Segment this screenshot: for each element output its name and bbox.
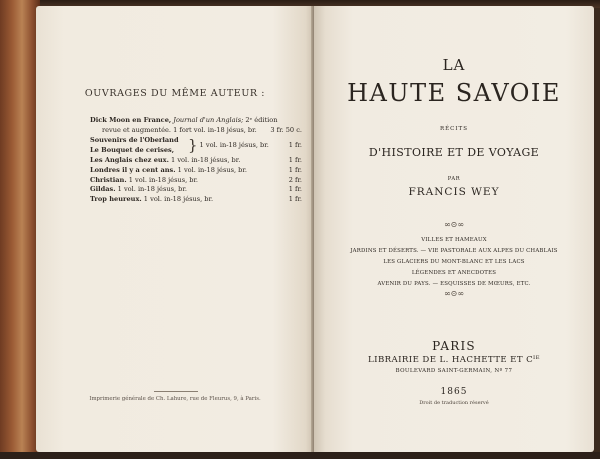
work-price: 1 fr.	[288, 194, 302, 203]
section-line: JARDINS ET DÉSERTS. — VIE PASTORALE AUX ALPES DU CHABLAIS	[350, 248, 558, 254]
work-christian	[90, 176, 302, 186]
work-anglais	[90, 156, 302, 166]
work-group-oberland-cerises	[90, 136, 302, 155]
book-title: HAUTE SAVOIE	[347, 79, 561, 107]
par-label: PAR	[447, 176, 461, 182]
work-title: Trop heureux.	[90, 194, 142, 203]
printer-divider	[154, 391, 198, 392]
brace-symbol: }	[188, 136, 198, 155]
work-format: 1 vol. in-18 jésus, br.	[171, 156, 241, 165]
works-heading: OUVRAGES DU MÊME AUTEUR :	[84, 88, 266, 99]
book-cover-edge	[0, 0, 40, 459]
book-subtitle: D'HISTOIRE ET DE VOYAGE	[368, 146, 540, 159]
work-title: Gildas.	[90, 185, 116, 194]
section-line: LÉGENDES ET ANECDOTES	[411, 270, 497, 276]
work-format: 1 vol. in-18 jésus, br.	[117, 185, 187, 194]
work-title: Londres il y a cent ans.	[90, 165, 176, 174]
work-format: 1 vol. in-18 jésus, br.	[177, 165, 247, 174]
work-title: Le Bouquet de cerises,	[90, 145, 175, 154]
left-page	[36, 6, 314, 452]
work-title: Dick Moon en France,	[90, 116, 172, 124]
printer-imprint: Imprimerie générale de Ch. Lahure, rue de Fleurus, 9, à Paris.	[89, 396, 261, 402]
work-title: Christian.	[90, 175, 127, 184]
work-trop-heureux	[90, 195, 302, 205]
publication-year: 1865	[440, 387, 468, 397]
section-line: VILLES ET HAMEAUX	[421, 237, 487, 243]
recits-label: RÉCITS	[440, 126, 468, 132]
works-list	[90, 116, 302, 204]
section-line: LES GLACIERS DU MONT-BLANC ET LES LACS	[383, 259, 525, 265]
rights-notice: Droit de traduction réservé	[419, 400, 489, 406]
publisher-name: LIBRAIRIE DE L. HACHETTE ET Cᴵᴱ	[368, 355, 540, 365]
work-format: 1 vol. in-18 jésus, br.	[128, 175, 199, 184]
work-price: 1 fr.	[288, 156, 302, 165]
work-title: Les Anglais chez eux.	[90, 156, 169, 165]
book-bottom-edge	[0, 452, 600, 459]
work-price: 1 fr.	[288, 165, 302, 174]
work-format: revue et augmentée. 1 fort vol. in-18 jésus, br.	[102, 125, 257, 134]
publisher-address: BOULEVARD SAINT-GERMAIN, Nº 77	[395, 368, 513, 374]
work-edition: 2ᵉ édition	[245, 116, 278, 124]
section-line: AVENIR DU PAYS. — ESQUISSES DE MŒURS, ETC.	[377, 281, 531, 287]
right-page-title	[314, 6, 594, 452]
ornament-icon: ∞⊙∞	[443, 220, 465, 229]
publication-city: PARIS	[432, 339, 476, 353]
ornament-icon: ∞⊙∞	[443, 289, 465, 298]
work-title: Souvenirs de l'Oberland	[90, 136, 179, 145]
work-subtitle: Journal d'un Anglais;	[173, 116, 244, 124]
work-price: 3 fr. 50 c.	[270, 125, 302, 134]
work-format: 1 vol. in-18 jésus, br.	[199, 140, 269, 149]
author-name: FRANCIS WEY	[408, 186, 500, 198]
work-dick-moon-details	[90, 126, 302, 136]
title-article: LA	[442, 56, 466, 74]
work-gildas	[90, 185, 302, 195]
work-price: 2 fr.	[288, 175, 302, 184]
work-format: 1 vol. in-18 jésus, br.	[143, 194, 214, 203]
work-price: 1 fr.	[288, 185, 302, 194]
work-price: 1 fr.	[288, 140, 302, 149]
work-dick-moon	[90, 116, 302, 126]
work-londres	[90, 166, 302, 176]
